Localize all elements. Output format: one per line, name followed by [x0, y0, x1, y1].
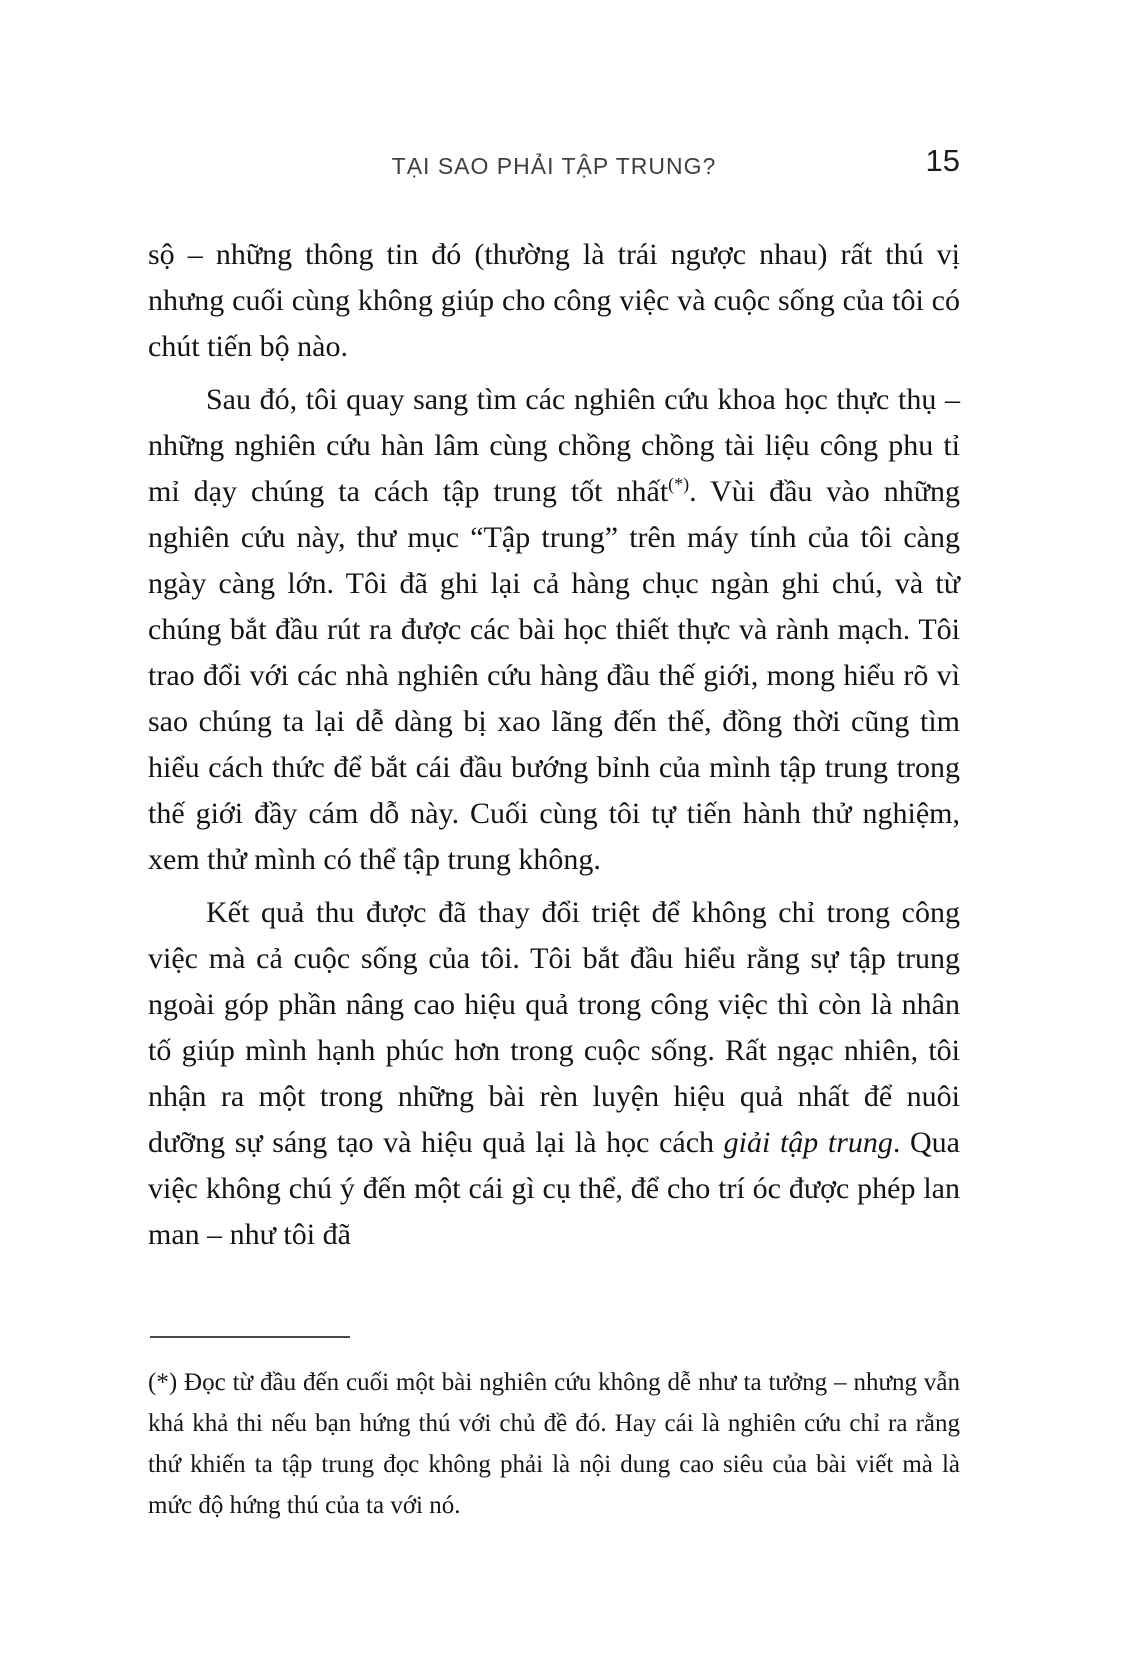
- paragraph-text-segment: sộ – những thông tin đó (thường là trái ngược nhau) rất thú vị nhưng cuối cùng không giúp cho công việc và cuộc sống của tôi có chút tiến bộ nào.: [148, 238, 960, 363]
- footnote-separator-rule: [150, 1336, 350, 1338]
- body-paragraph-2: [148, 377, 960, 883]
- body-paragraph-3: [148, 890, 960, 1258]
- paragraph-text-segment: . Qua việc không chú ý đến một cái gì cụ thể, để cho trí óc được phép lan man – như tôi đã: [148, 1126, 961, 1251]
- body-text-block: [148, 232, 960, 1258]
- page-number: 15: [925, 143, 960, 178]
- emphasized-phrase: giải tập trung: [723, 1126, 893, 1159]
- paragraph-text-segment: Sau đó, tôi quay sang tìm các nghiên cứu khoa học thực thụ – những nghiên cứu hàn lâm cùng chồng chồng tài liệu công phu tỉ mỉ dạy chúng ta cách tập trung tốt nhất: [148, 383, 960, 508]
- paragraph-text-segment: Kết quả thu được đã thay đổi triệt để không chỉ trong công việc mà cả cuộc sống của tôi. Tôi bắt đầu hiểu rằng sự tập trung ngoài góp phần nâng cao hiệu quả trong công việc thì còn là nhân tố giúp mình hạnh phúc hơn trong cuộc sống. Rất ngạc nhiên, tôi nhận ra một trong những bài rèn luyện hiệu quả nhất để nuôi dưỡng sự sáng tạo và hiệu quả lại là học cách: [148, 896, 960, 1159]
- footnote-reference-marker: (*): [668, 474, 690, 494]
- body-paragraph-1: [148, 232, 960, 370]
- running-header-title: TẠI SAO PHẢI TẬP TRUNG?: [391, 153, 717, 179]
- paragraph-text-segment: . Vùi đầu vào những nghiên cứu này, thư mục “Tập trung” trên máy tính của tôi càng ngày càng lớn. Tôi đã ghi lại cả hàng chục ngàn ghi chú, và từ chúng bắt đầu rút ra được các bài học thiết thực và rành mạch. Tôi trao đổi với các nhà nghiên cứu hàng đầu thế giới, mong hiểu rõ vì sao chúng ta lại dễ dàng bị xao lãng đến thế, đồng thời cũng tìm hiểu cách thức để bắt cái đầu bướng bỉnh của mình tập trung trong thế giới đầy cám dỗ này. Cuối cùng tôi tự tiến hành thử nghiệm, xem thử mình có thể tập trung không.: [148, 475, 960, 876]
- footnote-block: [148, 1336, 960, 1526]
- footnote-text: (*) Đọc từ đầu đến cuối một bài nghiên cứu không dễ như ta tưởng – nhưng vẫn khá khả thi nếu bạn hứng thú với chủ đề đó. Hay cái là nghiên cứu chỉ ra rằng thứ khiến ta tập trung đọc không phải là nội dung cao siêu của bài viết mà là mức độ hứng thú của ta với nó.: [148, 1369, 960, 1519]
